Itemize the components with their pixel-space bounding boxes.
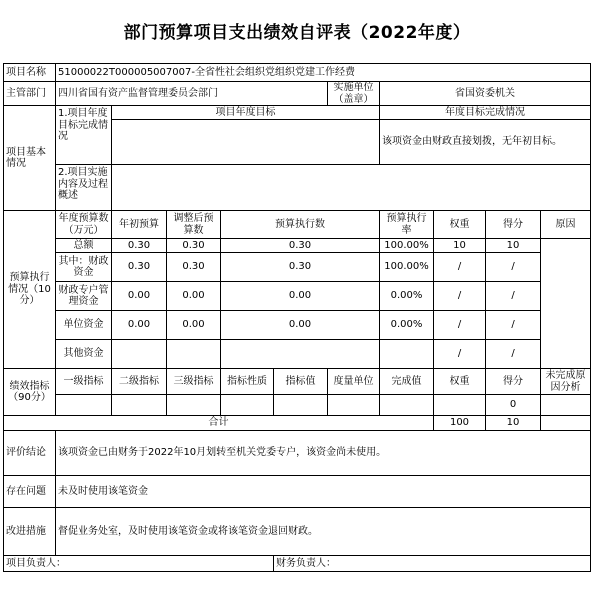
signature-row bbox=[4, 556, 591, 572]
issues-row bbox=[4, 476, 591, 508]
perf-cell bbox=[434, 395, 486, 416]
perf-header-score: 得分 bbox=[486, 369, 541, 395]
basic-info-label: 项目基本情况 bbox=[4, 106, 56, 211]
budget-rate bbox=[380, 340, 434, 369]
project-name-value: 51000022T000005007007-全省性社会组织党组织党建工作经费 bbox=[56, 64, 591, 82]
perf-cell bbox=[328, 395, 380, 416]
goal-row-label: 1.项目年度目标完成情况 bbox=[56, 106, 112, 165]
impl-unit-value: 省国资委机关 bbox=[380, 82, 591, 106]
impl-unit-label: 实施单位（盖章） bbox=[328, 82, 380, 106]
budget-header-rate: 预算执行率 bbox=[380, 211, 434, 239]
perf-header-done: 完成值 bbox=[380, 369, 434, 395]
budget-adjusted: 0.30 bbox=[167, 239, 221, 253]
measures-text: 督促业务处室，及时使用该笔资金或将该笔资金退回财政。 bbox=[56, 508, 591, 556]
total-label: 合计 bbox=[4, 416, 434, 431]
budget-initial: 0.30 bbox=[112, 239, 167, 253]
budget-adjusted bbox=[167, 340, 221, 369]
budget-adjusted: 0.30 bbox=[167, 253, 221, 282]
goal-text bbox=[112, 120, 380, 165]
budget-executed: 0.00 bbox=[221, 282, 380, 311]
goal-status-header: 年度目标完成情况 bbox=[380, 106, 591, 120]
budget-header-reason: 原因 bbox=[541, 211, 591, 239]
impl-text bbox=[112, 165, 591, 211]
measures-label: 改进措施 bbox=[4, 508, 56, 556]
budget-weight: / bbox=[434, 253, 486, 282]
budget-rate: 0.00% bbox=[380, 282, 434, 311]
perf-header-level1: 一级指标 bbox=[56, 369, 112, 395]
budget-executed: 0.00 bbox=[221, 311, 380, 340]
conclusion-row bbox=[4, 431, 591, 476]
budget-row-label: 总额 bbox=[56, 239, 112, 253]
page-title: 部门预算项目支出绩效自评表（2022年度） bbox=[123, 23, 471, 43]
budget-initial: 0.00 bbox=[112, 311, 167, 340]
budget-row-total bbox=[4, 239, 591, 253]
perf-cell bbox=[541, 395, 591, 416]
budget-header-initial: 年初预算 bbox=[112, 211, 167, 239]
goal-header-row bbox=[4, 106, 591, 120]
budget-executed: 0.30 bbox=[221, 239, 380, 253]
budget-row-other bbox=[4, 340, 591, 369]
perf-cell bbox=[380, 395, 434, 416]
budget-executed: 0.30 bbox=[221, 253, 380, 282]
conclusion-label: 评价结论 bbox=[4, 431, 56, 476]
budget-section-label: 预算执行情况（10分） bbox=[4, 211, 56, 369]
budget-initial: 0.00 bbox=[112, 282, 167, 311]
budget-score: / bbox=[486, 340, 541, 369]
budget-initial: 0.30 bbox=[112, 253, 167, 282]
budget-executed bbox=[221, 340, 380, 369]
perf-header-weight: 权重 bbox=[434, 369, 486, 395]
budget-row-special bbox=[4, 282, 591, 311]
budget-header-executed: 预算执行数 bbox=[221, 211, 380, 239]
budget-row-label: 财政专户管理资金 bbox=[56, 282, 112, 311]
dept-label: 主管部门 bbox=[4, 82, 56, 106]
perf-blank-row bbox=[4, 395, 591, 416]
evaluation-table bbox=[3, 63, 591, 572]
budget-score: / bbox=[486, 311, 541, 340]
budget-row-label: 单位资金 bbox=[56, 311, 112, 340]
budget-rate: 100.00% bbox=[380, 239, 434, 253]
budget-header-annual: 年度预算数（万元） bbox=[56, 211, 112, 239]
perf-cell bbox=[56, 395, 112, 416]
budget-row-unit bbox=[4, 311, 591, 340]
budget-weight: / bbox=[434, 311, 486, 340]
impl-summary-row bbox=[4, 165, 591, 211]
budget-adjusted: 0.00 bbox=[167, 282, 221, 311]
finance-leader-label: 财务负责人： bbox=[274, 556, 591, 572]
total-score: 10 bbox=[486, 416, 541, 431]
department-row bbox=[4, 82, 591, 106]
budget-rate: 0.00% bbox=[380, 311, 434, 340]
issues-text: 未及时使用该笔资金 bbox=[56, 476, 591, 508]
budget-header-weight: 权重 bbox=[434, 211, 486, 239]
budget-weight: 10 bbox=[434, 239, 486, 253]
budget-header-row bbox=[4, 211, 591, 239]
total-reason bbox=[541, 416, 591, 431]
measures-row bbox=[4, 508, 591, 556]
budget-reason bbox=[541, 239, 591, 369]
budget-weight: / bbox=[434, 282, 486, 311]
perf-header-nature: 指标性质 bbox=[221, 369, 274, 395]
budget-header-adjusted: 调整后预算数 bbox=[167, 211, 221, 239]
dept-value: 四川省国有资产监督管理委员会部门 bbox=[56, 82, 328, 106]
perf-header-level2: 二级指标 bbox=[112, 369, 167, 395]
budget-score: 10 bbox=[486, 239, 541, 253]
conclusion-text: 该项资金已由财务于2022年10月划转至机关党委专户，该资金尚未使用。 bbox=[56, 431, 591, 476]
perf-cell bbox=[167, 395, 221, 416]
goal-header: 项目年度目标 bbox=[112, 106, 380, 120]
total-weight: 100 bbox=[434, 416, 486, 431]
total-row bbox=[4, 416, 591, 431]
perf-header-value: 指标值 bbox=[274, 369, 328, 395]
budget-row-label: 其中：财政资金 bbox=[56, 253, 112, 282]
project-name-label: 项目名称 bbox=[4, 64, 56, 82]
budget-score: / bbox=[486, 253, 541, 282]
perf-blank-score: 0 bbox=[486, 395, 541, 416]
impl-row-label: 2.项目实施内容及过程概述 bbox=[56, 165, 112, 211]
budget-score: / bbox=[486, 282, 541, 311]
project-name-row bbox=[4, 64, 591, 82]
budget-row-label: 其他资金 bbox=[56, 340, 112, 369]
budget-header-score: 得分 bbox=[486, 211, 541, 239]
perf-header-reason: 未完成原因分析 bbox=[541, 369, 591, 395]
perf-header-level3: 三级指标 bbox=[167, 369, 221, 395]
budget-rate: 100.00% bbox=[380, 253, 434, 282]
budget-row-fiscal bbox=[4, 253, 591, 282]
perf-section-label: 绩效指标（90分） bbox=[4, 369, 56, 416]
goal-status-text: 该项资金由财政直接划拨，无年初目标。 bbox=[380, 120, 591, 165]
perf-cell bbox=[112, 395, 167, 416]
perf-cell bbox=[221, 395, 274, 416]
perf-header-unit: 度量单位 bbox=[328, 369, 380, 395]
budget-adjusted: 0.00 bbox=[167, 311, 221, 340]
perf-header-row bbox=[4, 369, 591, 395]
project-leader-label: 项目负责人： bbox=[4, 556, 274, 572]
budget-weight: / bbox=[434, 340, 486, 369]
budget-initial bbox=[112, 340, 167, 369]
perf-cell bbox=[274, 395, 328, 416]
issues-label: 存在问题 bbox=[4, 476, 56, 508]
